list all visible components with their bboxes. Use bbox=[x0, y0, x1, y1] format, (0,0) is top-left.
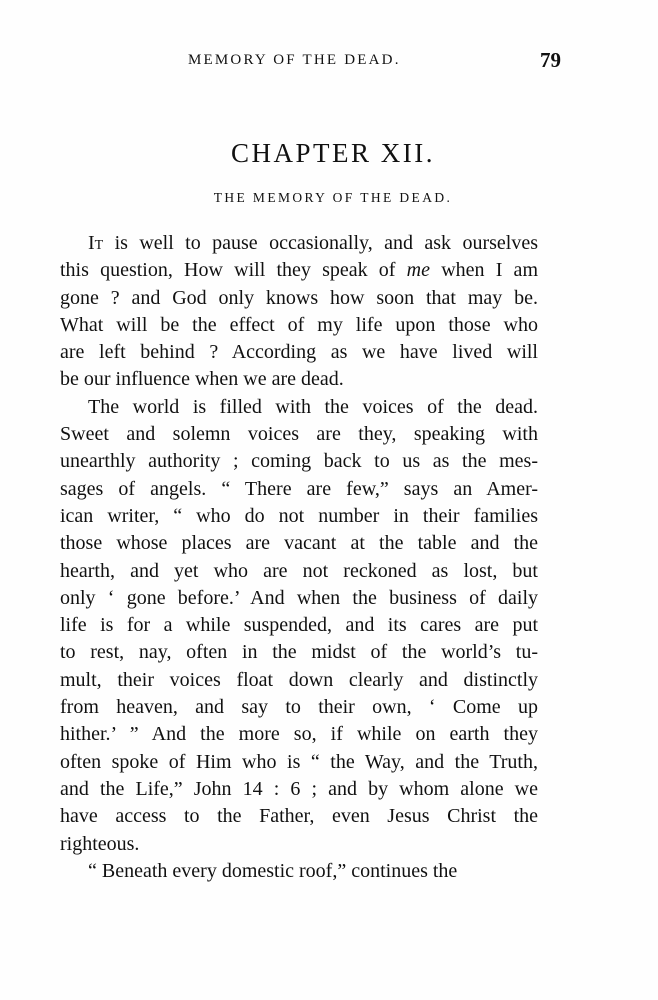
paragraph-2-line-11: mult, their voices float down clearly and distinctly bbox=[60, 668, 538, 691]
drop-word: It bbox=[88, 232, 104, 254]
paragraph-2-line-12: from heaven, and say to their own, ‘ Come up bbox=[60, 696, 538, 719]
body-text bbox=[60, 230, 538, 885]
paragraph-1-line-2 bbox=[60, 257, 538, 284]
paragraph-1-line-4: What will be the effect of my life upon those who bbox=[60, 313, 538, 336]
paragraph-1-line-6: be our influence when we are dead. bbox=[60, 368, 344, 391]
paragraph-2-line-17: righteous. bbox=[60, 832, 140, 855]
paragraph-2-line-4: sages of angels. “ There are few,” says an Amer- bbox=[60, 477, 538, 500]
line-text: this question, How will they speak of bbox=[60, 259, 407, 282]
paragraph-3-line-1: “ Beneath every domestic roof,” continues the bbox=[88, 859, 458, 882]
paragraph-1-line-3: gone ? and God only knows how soon that may be. bbox=[60, 286, 538, 309]
line-text: when I am bbox=[430, 259, 538, 282]
paragraph-2-line-7: hearth, and yet who are not reckoned as lost, but bbox=[60, 559, 538, 582]
paragraph-2-line-15: and the Life,” John 14 : 6 ; and by whom alone we bbox=[60, 777, 538, 800]
paragraph-2-line-9: life is for a while suspended, and its cares are put bbox=[60, 614, 538, 637]
paragraph-2-line-2: Sweet and solemn voices are they, speaking with bbox=[60, 423, 538, 446]
emphasis-text: me bbox=[406, 259, 430, 282]
paragraph-1-line-5: are left behind ? According as we have lived will bbox=[60, 341, 538, 364]
paragraph-2-line-16: have access to the Father, even Jesus Christ the bbox=[60, 805, 538, 828]
paragraph-2-line-10: to rest, nay, often in the midst of the world’s tu- bbox=[60, 641, 538, 664]
line-text: is well to pause occasionally, and ask ourselves bbox=[103, 232, 538, 254]
running-header bbox=[0, 48, 658, 74]
paragraph-1-line-1 bbox=[60, 230, 538, 257]
paragraph-2-line-5: ican writer, “ who do not number in their families bbox=[60, 504, 538, 527]
paragraph-2-line-13: hither.’ ” And the more so, if while on earth they bbox=[60, 723, 538, 746]
paragraph-2-line-8: only ‘ gone before.’ And when the business of daily bbox=[60, 586, 538, 609]
paragraph-2-line-14: often spoke of Him who is “ the Way, and the Truth, bbox=[60, 750, 538, 773]
chapter-subtitle: THE MEMORY OF THE DEAD. bbox=[213, 190, 453, 205]
page-number: 79 bbox=[540, 48, 561, 72]
chapter-heading: CHAPTER XII. bbox=[231, 138, 435, 168]
paragraph-2-line-6: those whose places are vacant at the table and the bbox=[60, 532, 538, 555]
paragraph-2-line-3: unearthly authority ; coming back to us as the mes- bbox=[60, 450, 538, 473]
paragraph-2-line-1: The world is filled with the voices of the dead. bbox=[88, 395, 538, 418]
running-title: MEMORY OF THE DEAD. bbox=[188, 52, 401, 68]
